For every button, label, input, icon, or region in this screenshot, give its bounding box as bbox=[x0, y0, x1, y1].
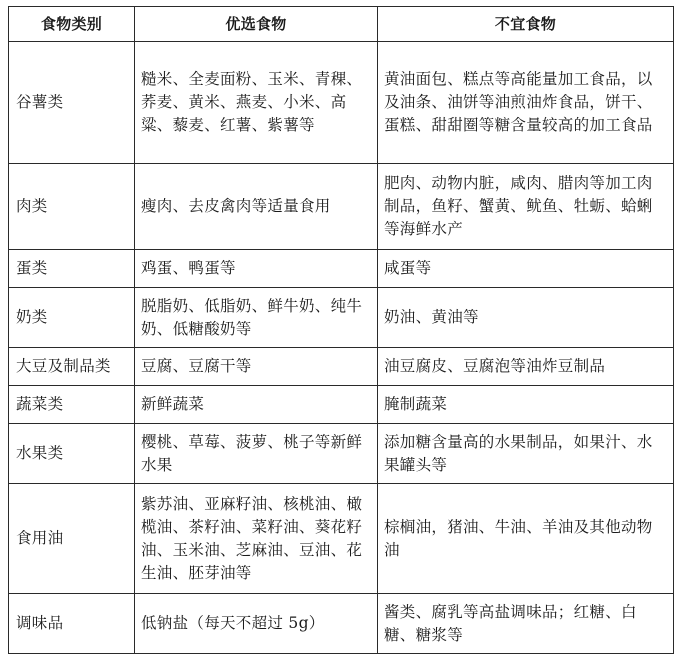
row-preferred: 糙米、全麦面粉、玉米、青稞、荞麦、黄米、燕麦、小米、高粱、藜麦、红薯、紫薯等 bbox=[135, 42, 378, 164]
row-preferred: 豆腐、豆腐干等 bbox=[135, 348, 378, 386]
row-avoid: 添加糖含量高的水果制品，如果汁、水果罐头等 bbox=[378, 424, 674, 484]
table-row bbox=[9, 288, 674, 348]
table-row bbox=[9, 348, 674, 386]
header-preferred: 优选食物 bbox=[135, 7, 378, 42]
table-row bbox=[9, 484, 674, 594]
table-row bbox=[9, 386, 674, 424]
row-preferred: 脱脂奶、低脂奶、鲜牛奶、纯牛奶、低糖酸奶等 bbox=[135, 288, 378, 348]
row-category: 调味品 bbox=[9, 594, 135, 654]
row-category: 大豆及制品类 bbox=[9, 348, 135, 386]
row-preferred: 新鲜蔬菜 bbox=[135, 386, 378, 424]
row-category: 奶类 bbox=[9, 288, 135, 348]
row-category: 蔬菜类 bbox=[9, 386, 135, 424]
table-row bbox=[9, 594, 674, 654]
row-category: 肉类 bbox=[9, 164, 135, 250]
row-avoid: 油豆腐皮、豆腐泡等油炸豆制品 bbox=[378, 348, 674, 386]
row-category: 食用油 bbox=[9, 484, 135, 594]
row-avoid: 腌制蔬菜 bbox=[378, 386, 674, 424]
table-row bbox=[9, 424, 674, 484]
row-preferred: 鸡蛋、鸭蛋等 bbox=[135, 250, 378, 288]
table-header-row bbox=[9, 7, 674, 42]
row-avoid: 酱类、腐乳等高盐调味品；红糖、白糖、糖浆等 bbox=[378, 594, 674, 654]
row-preferred: 低钠盐（每天不超过 5g） bbox=[135, 594, 378, 654]
header-avoid: 不宜食物 bbox=[378, 7, 674, 42]
row-category: 水果类 bbox=[9, 424, 135, 484]
row-avoid: 棕榈油，猪油、牛油、羊油及其他动物油 bbox=[378, 484, 674, 594]
table-row bbox=[9, 250, 674, 288]
row-category: 谷薯类 bbox=[9, 42, 135, 164]
row-avoid: 黄油面包、糕点等高能量加工食品，以及油条、油饼等油煎油炸食品，饼干、蛋糕、甜甜圈等糖含量较高的加工食品 bbox=[378, 42, 674, 164]
row-category: 蛋类 bbox=[9, 250, 135, 288]
row-avoid: 奶油、黄油等 bbox=[378, 288, 674, 348]
row-preferred: 瘦肉、去皮禽肉等适量食用 bbox=[135, 164, 378, 250]
row-preferred: 紫苏油、亚麻籽油、核桃油、橄榄油、茶籽油、菜籽油、葵花籽油、玉米油、芝麻油、豆油、花生油、胚芽油等 bbox=[135, 484, 378, 594]
header-category: 食物类别 bbox=[9, 7, 135, 42]
row-avoid: 肥肉、动物内脏，咸肉、腊肉等加工肉制品，鱼籽、蟹黄、鱿鱼、牡蛎、蛤蜊等海鲜水产 bbox=[378, 164, 674, 250]
row-avoid: 咸蛋等 bbox=[378, 250, 674, 288]
food-recommendation-table bbox=[8, 6, 674, 654]
row-preferred: 樱桃、草莓、菠萝、桃子等新鲜水果 bbox=[135, 424, 378, 484]
table-row bbox=[9, 42, 674, 164]
table-row bbox=[9, 164, 674, 250]
